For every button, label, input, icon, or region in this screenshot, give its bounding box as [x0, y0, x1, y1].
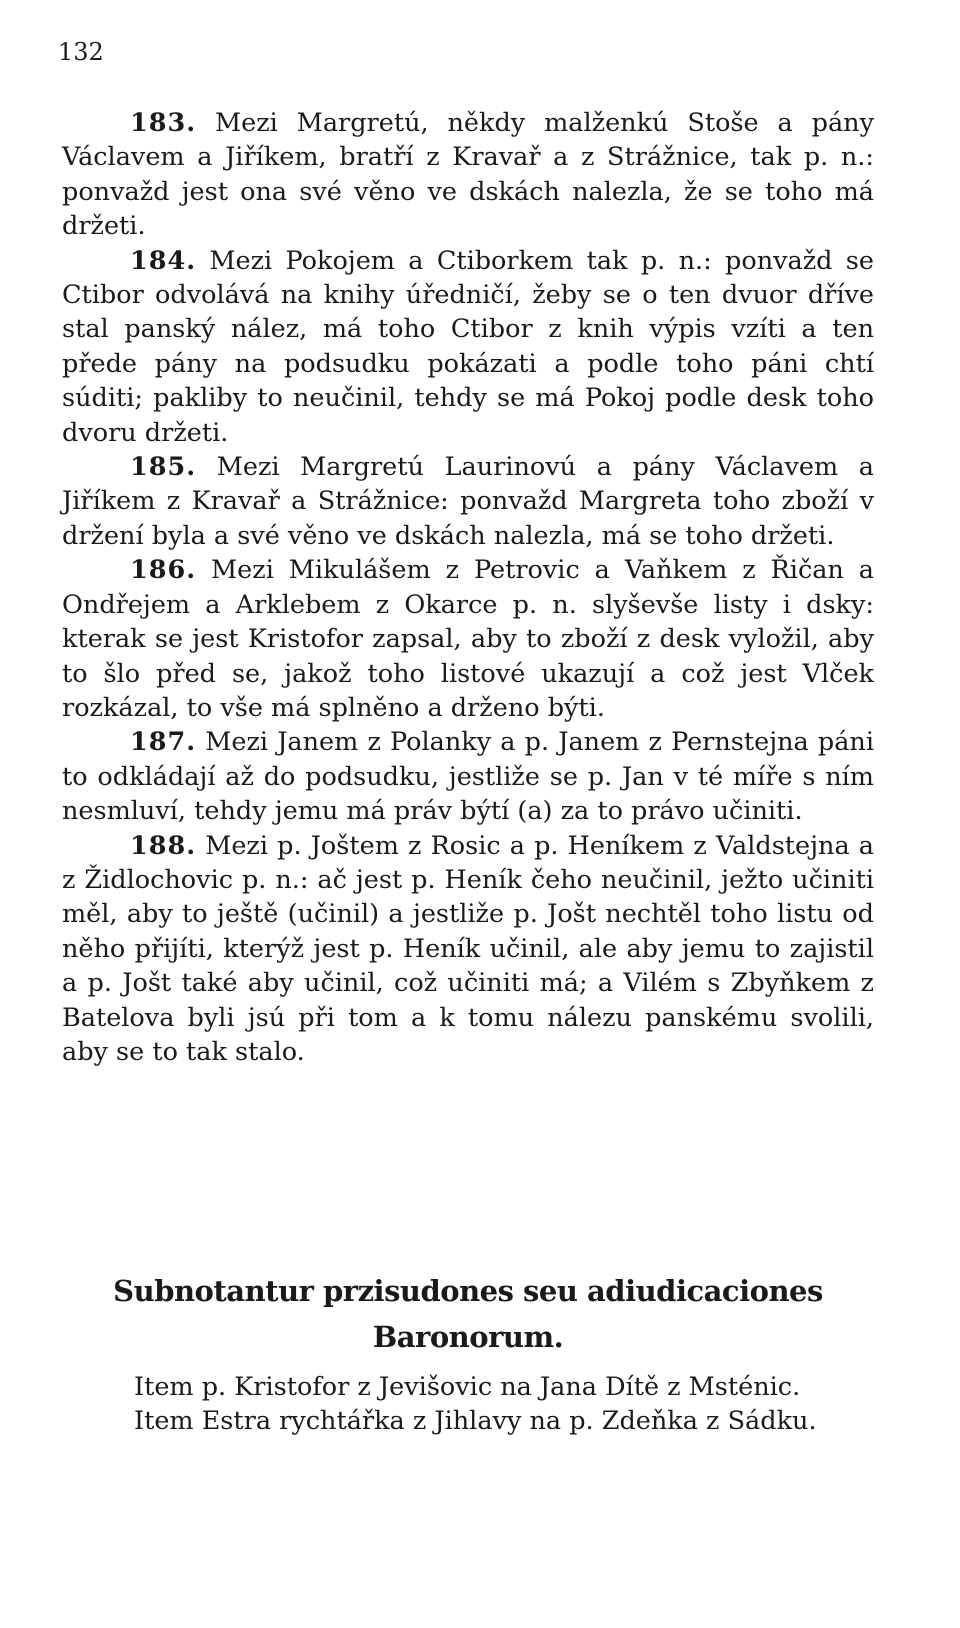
entry-text: Mezi Margretú, někdy malženkú Stoše a pány Václavem a Jiříkem, bratří z Kravař a z Strážnice, tak p. n.: ponvažd jest ona své věno ve dskách nalezla, že se toho má držeti. [62, 108, 874, 242]
entry-text: Mezi Janem z Polanky a p. Janem z Pernstejna páni to odkládají až do podsudku, jestliže se p. Jan v té míře s ním nesmluví, tehdy jemu má práv býtí (a) za to právo učiniti. [62, 727, 874, 827]
entry-183 [62, 106, 874, 244]
entry-187 [62, 725, 874, 828]
entry-number: 183. [130, 108, 197, 138]
item-2: Item Estra rychtářka z Jihlavy na p. Zdeňka z Sádku. [134, 1406, 817, 1437]
section-heading-line-2: Baronorum. [372, 1320, 564, 1354]
entry-text: Mezi p. Joštem z Rosic a p. Heníkem z Valdstejna a z Židlochovic p. n.: ač jest p. Heník čeho neučinil, ježto učiniti měl, aby to ještě (učinil) a jestliže p. Jošt nechtěl toho listu od něho přijíti, kterýž jest p. Heník učinil, ale aby jemu to zajistil a p. Jošt také aby učinil, což učiniti má; a Vilém s Zbyňkem z Batelova byli jsú při tom a k tomu nálezu panskému svolili, aby se to tak stalo. [62, 830, 874, 1067]
entry-186 [62, 553, 874, 725]
entry-text: Mezi Margretú Laurinovú a pány Václavem a Jiříkem z Kravař a Strážnice: ponvažd Margreta toho zboží v držení byla a své věno ve dskách nalezla, má se toho držeti. [62, 452, 874, 551]
entry-184 [62, 244, 874, 450]
section-heading [62, 1268, 874, 1360]
entry-number: 185. [130, 452, 197, 483]
entry-number: 184. [130, 245, 197, 276]
entries-block [62, 106, 874, 1069]
entry-185 [62, 450, 874, 553]
entry-text: Mezi Pokojem a Ctiborkem tak p. n.: ponvažd se Ctibor odvolává na knihy úředničí, žeby se o ten dvuor dříve stal panský nález, má toho Ctibor z knih výpis vzíti a ten přede pány na podsudku pokázati a podle toho páni chtí súditi; pakliby to neučinil, tehdy se má Pokoj podle desk toho dvoru držeti. [62, 245, 874, 448]
item-1: Item p. Kristofor z Jevišovic na Jana Dítě z Msténic. [134, 1372, 801, 1402]
entry-number: 187. [130, 727, 197, 758]
entry-number: 188. [130, 830, 197, 861]
items-block [62, 1370, 874, 1439]
section-heading-line-1: Subnotantur przisudones seu adiudicaciones [113, 1274, 823, 1308]
entry-number: 186. [130, 555, 197, 586]
entry-188 [62, 829, 874, 1070]
entry-text: Mezi Mikulášem z Petrovic a Vaňkem z Řičan a Ondřejem a Arklebem z Okarce p. n. slyševše listy i dsky: kterak se jest Kristofor zapsal, aby to zboží z desk vyložil, aby to šlo před se, jakož toho listové ukazují a což jest Vlček rozkázal, to vše má splněno a drženo býti. [62, 555, 874, 723]
page-number: 132 [58, 38, 104, 66]
